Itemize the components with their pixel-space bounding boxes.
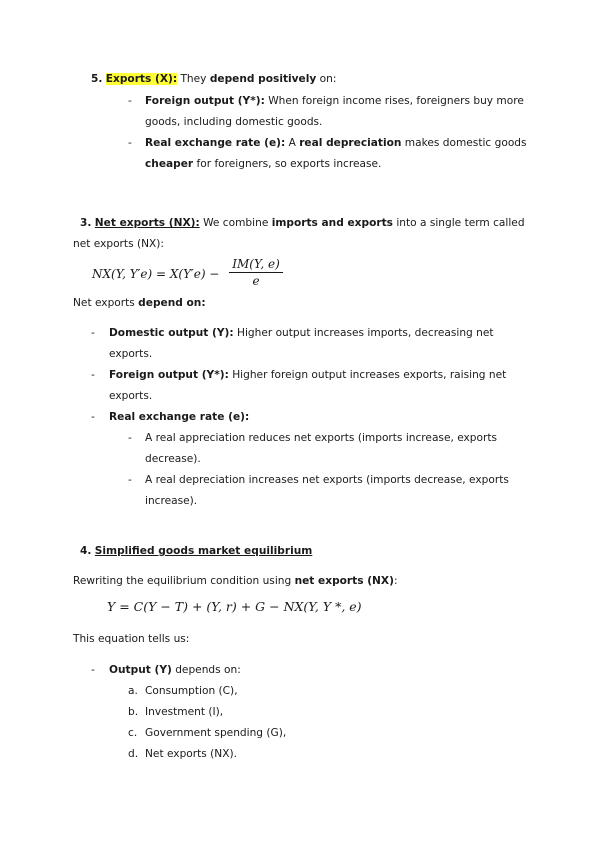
rewrite-text-bold: net exports (NX) [294,575,394,587]
nx-subitem-appreciation-line2: decrease). [145,453,201,465]
net-exports-fraction [229,257,283,288]
section-3-heading [80,216,525,230]
equilibrium-equation: Y = C(Y − T) + (Y, r) + G − NX(Y, Y *, e) [107,599,362,614]
rewrite-sentence [73,574,398,588]
output-depends [109,663,241,677]
item-label: Real exchange rate (e): [145,137,286,149]
depend-text: Net exports [73,297,139,309]
heading-text: We combine [199,217,272,229]
equation-tells: This equation tells us: [73,633,190,645]
heading-text: into a single term called [392,217,525,229]
nx-item-foreign-output [109,368,506,382]
exports-term: Exports (X): [105,73,178,85]
item-text-bold: cheaper [145,158,194,170]
exports-item-exchange-rate-line2 [145,157,381,171]
nx-subitem-depreciation-line2: increase). [145,495,198,507]
section-4-title: Simplified goods market equilibrium [94,545,313,557]
item-label: Foreign output (Y*): [145,95,265,107]
section-3-number: 3. [80,217,92,229]
rewrite-text: Rewriting the equilibrium condition using [73,575,295,587]
nx-item-domestic-output-line2: exports. [109,348,153,360]
fraction-denominator: e [252,274,260,288]
exports-item-foreign-output [145,94,524,108]
bullet-dash: - [91,411,95,423]
net-exports-equation-lhs: NX(Y, Y′e) = X(Y′e) − [92,267,220,281]
item-text: Higher foreign output increases exports, raising net [228,369,507,381]
section-5-heading [91,72,336,86]
bullet-dash: - [128,95,132,107]
output-label: Output (Y) [109,664,172,676]
net-exports-depend [73,296,206,310]
section-3-line2: net exports (NX): [73,238,164,250]
heading-text-bold: imports and exports [271,217,393,229]
section-4-heading [80,544,312,558]
list-marker: d. [128,748,139,760]
item-text: makes domestic goods [401,137,527,149]
bullet-dash: - [128,432,132,444]
bullet-dash: - [91,369,95,381]
bullet-dash: - [128,474,132,486]
bullet-dash: - [128,137,132,149]
list-item-net-exports: Net exports (NX). [145,748,237,760]
item-text: When foreign income rises, foreigners buy more [264,95,524,107]
item-text: Higher output increases imports, decreasing net [233,327,494,339]
fraction-numerator: IM(Y, e) [232,257,280,271]
output-text: depends on: [171,664,241,676]
nx-item-exchange-rate: Real exchange rate (e): [109,411,250,423]
section-5-number: 5. [91,73,103,85]
item-label: Foreign output (Y*): [109,369,229,381]
net-exports-term: Net exports (NX): [94,217,200,229]
list-item-investment: Investment (I), [145,706,224,718]
exports-text-a: They [177,73,210,85]
exports-text-b: depend positively [209,73,317,85]
section-4-number: 4. [80,545,92,557]
bullet-dash: - [91,664,95,676]
list-marker: a. [128,685,138,697]
depend-text-bold: depend on: [138,297,206,309]
list-marker: b. [128,706,139,718]
list-marker: c. [128,727,138,739]
item-text: for foreigners, so exports increase. [193,158,382,170]
fraction-bar [229,272,283,273]
nx-item-foreign-output-line2: exports. [109,390,153,402]
nx-subitem-depreciation: A real depreciation increases net exports (imports decrease, exports [145,474,509,486]
item-label: Domestic output (Y): [109,327,234,339]
exports-item-foreign-output-line2: goods, including domestic goods. [145,116,323,128]
list-item-government: Government spending (G), [145,727,287,739]
exports-item-exchange-rate [145,136,527,150]
bullet-dash: - [91,327,95,339]
list-item-consumption: Consumption (C), [145,685,238,697]
nx-subitem-appreciation: A real appreciation reduces net exports (imports increase, exports [145,432,498,444]
item-text-bold: real depreciation [299,137,402,149]
nx-item-domestic-output [109,326,494,340]
item-text: A [285,137,300,149]
exports-text-c: on: [316,73,337,85]
rewrite-text: : [393,575,398,587]
